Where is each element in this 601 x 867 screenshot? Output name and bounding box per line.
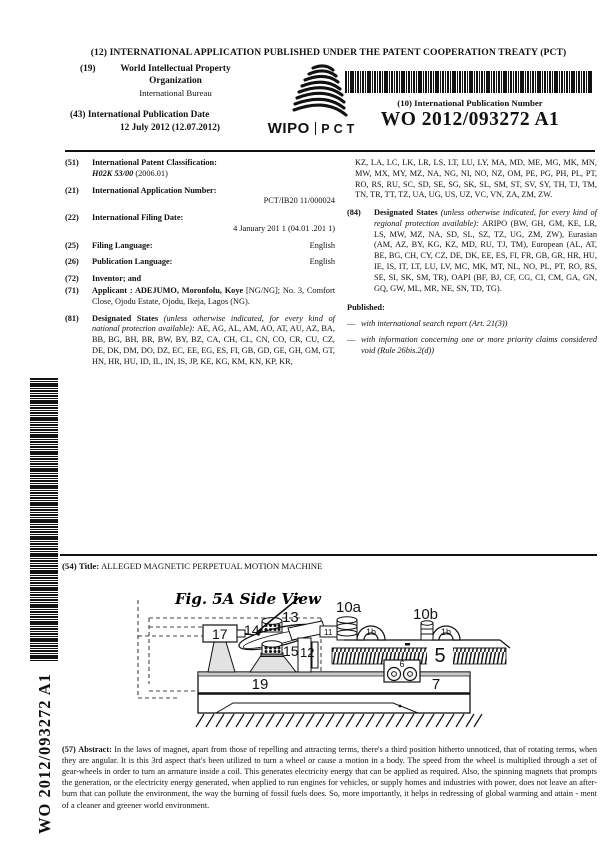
designated-states-national-note: (unless otherwise indicated, for every kind of national protection available):: [92, 313, 335, 334]
sidebar-publication-code: WO 2012/093272 A1: [35, 673, 54, 835]
abstract-label: Abstract:: [78, 745, 112, 754]
figure-label-1b: 1b: [365, 627, 377, 637]
header-rule: [65, 150, 595, 152]
platform-base: [198, 672, 470, 713]
patent-figure: [128, 588, 528, 740]
publication-date-value: 12 July 2012 (12.07.2012): [120, 123, 220, 134]
field-84: [347, 208, 597, 294]
designated-states-regional-label: Designated States: [374, 208, 438, 218]
publication-language: English: [309, 257, 335, 267]
designated-states-continuation: KZ, LA, LC, LK, LR, LS, LT, LU, LY, MA, MD, ME, MG, MK, MN, MW, MX, MY, MZ, NA, NG, NI, NO, NZ, OM, PE, PG, PH, PL, PT, RO, RS, RU, SC, SD, SE, SG, SK, SL, SM, ST, SV, SY, TH, TJ, TM, TN, TR, TT, TZ, UA, UG, US, UZ, VC, VN, ZA, ZM, ZW.: [355, 158, 597, 200]
filing-language: English: [309, 240, 335, 250]
field-25: [65, 241, 335, 252]
field-22: [65, 213, 335, 235]
figure-label-7: 7: [431, 676, 441, 693]
wipo-wordmark: WIPO: [267, 120, 310, 137]
designated-states-regional-note: (unless otherwise indicated, for every kind of regional protection available):: [374, 208, 597, 228]
barcode-vertical: [30, 378, 58, 662]
figure-label-19: 19: [251, 676, 269, 693]
figure-caption: Fig. 5A Side View: [175, 590, 321, 608]
figure-label-10b: 10b: [413, 606, 439, 623]
designated-states-regional-list: ARIPO (BW, GH, GM, KE, LR, LS, MW, MZ, NA, SD, SL, SZ, TZ, UG, ZM, ZW), Eurasian (AM, AZ, BY, KG, KZ, MD, RU, TJ, TM), European (AL, AT, BE, BG, CH, CY, CZ, DE, DK, EE, ES, FI, FR, GB, GR, HR, HU, IE, IS, IT, LT, LU, LV, MC, MK, MT, NL, NO, PL, PT, RO, RS, SE, SI, SK, SM, TR), OAPI (BF, BJ, CF, CG, CI, CM, GA, GN, GQ, GW, ML, MR, NE, SN, TD, TG).: [374, 218, 597, 293]
inventor-label: Inventor; and: [92, 274, 142, 284]
field-81: [65, 314, 335, 368]
figure-label-14: 14: [244, 622, 260, 638]
title-rule: [60, 554, 597, 556]
application-number: PCT/IB20 11/000024: [263, 196, 335, 206]
figure-label-6: 6: [399, 659, 405, 669]
field-22-label: International Filing Date:: [92, 213, 184, 223]
field-22-number: (22): [65, 213, 79, 223]
field-71-number: (71): [65, 286, 79, 296]
field-51-label: International Patent Classification:: [92, 158, 217, 167]
publication-date-label: (43) International Publication Date: [70, 110, 210, 120]
wipo-logo-icon: [283, 62, 349, 120]
field-81-number: (81): [65, 313, 79, 323]
figure-label-11: 11: [324, 628, 333, 637]
field-71: [65, 286, 335, 308]
magnet-cylinder-b: [421, 621, 433, 640]
wordmark-divider: [315, 122, 317, 135]
biblio-columns: [65, 158, 597, 374]
field-72: [65, 274, 335, 285]
magnet-cylinder-a: [337, 617, 357, 640]
figure-label-13: 13: [282, 609, 299, 626]
published-label: Published:: [347, 303, 385, 313]
biblio-right-column: [347, 158, 597, 374]
gear-wheel-bottom: [262, 641, 282, 654]
published-item: [347, 319, 597, 330]
pct-wordmark: PCT: [321, 121, 359, 136]
wipo-org-name-wrap: [101, 64, 251, 99]
publication-date-block: [70, 109, 270, 135]
invention-title: ALLEGED MAGNETIC PERPETUAL MOTION MACHINE: [100, 561, 323, 571]
field-25-label: Filing Language:: [92, 240, 153, 250]
ground-hatching: [196, 714, 482, 727]
field-21: [65, 186, 335, 208]
field-84-number: (84): [347, 208, 361, 218]
publication-number-label: (10) International Publication Number: [397, 98, 543, 108]
applicant-label: Applicant :: [92, 286, 135, 296]
pct-publication-line: (12) INTERNATIONAL APPLICATION PUBLISHED UNDER THE PATENT COOPERATION TREATY (PCT): [90, 47, 567, 58]
figure-label-15: 15: [283, 643, 299, 659]
abstract-text: In the laws of magnet, apart from those of repelling and attracting terms, there's a third position hitherto unnoticed, that of rotating terms, when they are angular. It is this 3rd aspect that's been utilized to turn a wheel or cause a motion in a body. The speed from the wheel is multiplied through a set of gear-wheels in order to turn an armature inside a coil. This generates electricity energy that can be applied as required. Also, the spinning magnets that prompts the generation, or the electricity energy generated, when applied to run engines for vehicles, or supply homes and industries with power, does not leave an after-burn that can pollute the environment, the way the burning of fossil fuels does. So, more importantly, it helps in redressing of global warming and attain - ment of a cleaner and greener world environment.: [62, 745, 598, 810]
figure-label-17: 17: [212, 626, 228, 642]
field-19-number: (19): [80, 64, 96, 74]
figure-label-1b: 1b: [440, 627, 452, 637]
applicant-name: ADEJUMO, Moronfolu, Koye: [134, 286, 244, 296]
figure-label-10a: 10a: [336, 599, 362, 616]
wipo-org-block: [80, 64, 260, 99]
abstract-block: [62, 744, 597, 811]
biblio-left-column: [65, 158, 335, 374]
filing-date: 4 January 201 1 (04.01 .201 1): [233, 223, 335, 233]
wipo-org-name: World Intellectual Property Organization: [120, 64, 231, 86]
published-item-text: with international search report (Art. 21(3)): [361, 319, 508, 329]
field-51-number: (51): [65, 158, 79, 167]
published-item: [347, 335, 597, 357]
figure-label-5: 5: [434, 645, 446, 667]
publication-number: WO 2012/093272 A1: [380, 109, 560, 130]
international-bureau-label: International Bureau: [139, 88, 212, 99]
ipc-version: (2006.01): [133, 168, 168, 178]
published-item-text: with information concerning one or more priority claims considered void (Rule 26bis.2(d)): [361, 334, 597, 355]
published-item-dash: —: [347, 334, 356, 344]
applicant-address: [NG/NG]; No. 3, Comfort Close, Ojodu Estate, Ojodu, Ikeja, Lagos (NG).: [92, 286, 336, 306]
field-72-number: (72): [65, 274, 79, 284]
published-item-dash: —: [347, 319, 356, 329]
title-line: [62, 561, 597, 571]
field-54-number: (54): [62, 561, 77, 571]
designated-states-national-label: Designated States: [92, 313, 159, 323]
toothed-rack: [332, 640, 510, 665]
field-25-number: (25): [65, 240, 79, 250]
figure-label-12: 12: [300, 645, 315, 660]
field-51: [65, 158, 335, 180]
field-26-label: Publication Language:: [92, 257, 173, 267]
field-21-label: International Application Number:: [92, 185, 217, 195]
field-26-number: (26): [65, 257, 79, 267]
field-26: [65, 257, 335, 268]
field-21-number: (21): [65, 185, 79, 195]
barcode: [345, 71, 593, 93]
title-label: Title:: [78, 561, 100, 571]
field-57-number: (57): [62, 745, 76, 754]
designated-states-national-list: AE, AG, AL, AM, AO, AT, AU, AZ, BA, BB, BG, BH, BR, BW, BY, BZ, CA, CH, CL, CN, CO, CR, CU, CZ, DE, DK, DM, DO, DZ, EC, EE, EG, ES, FI, GB, GD, GE, GH, GM, GT, HN, HR, HU, ID, IL, IN, IS, JP, KE, KG, KM, KN, KP, KR,: [92, 324, 335, 366]
ipc-code: H02K 53/00: [92, 168, 134, 178]
